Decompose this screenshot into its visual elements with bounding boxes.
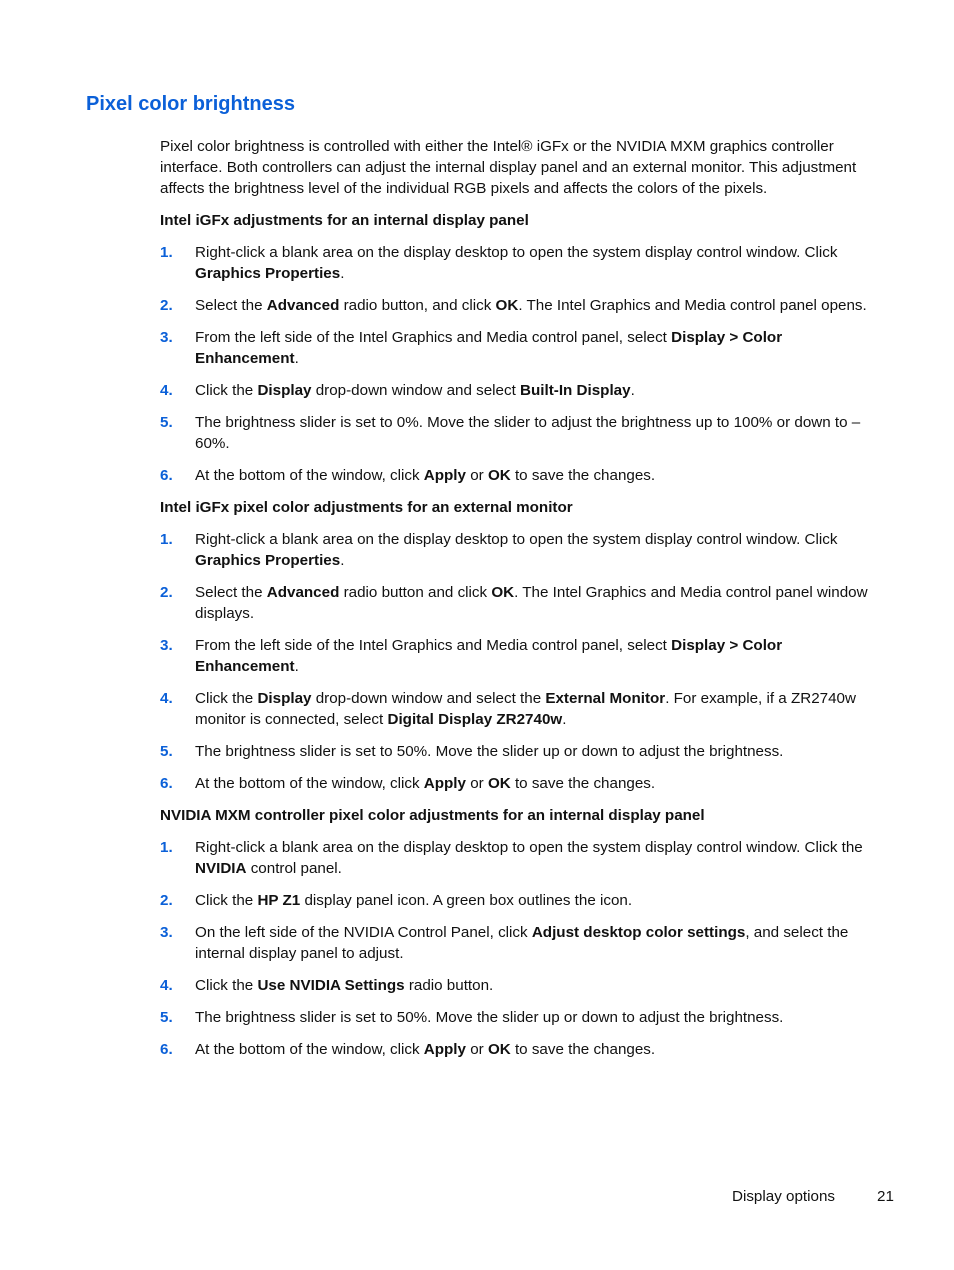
step-text: to save the changes. — [510, 775, 656, 792]
step-emphasis: Advanced — [266, 584, 340, 601]
step-emphasis: Display > Color Enhancement — [195, 637, 783, 675]
footer-section-name: Display options — [732, 1188, 835, 1205]
intro-paragraph: Pixel color brightness is controlled with either the Intel® iGFx or the NVIDIA MXM graphics controller interface. Both controllers can adjust the internal display panel and an external monitor. This adjustment affects the brightness level of the individual RGB pixels and affects the colors of the pixels. — [160, 138, 857, 197]
step-text: , and select the internal display panel to adjust. — [195, 924, 849, 962]
step-text: . — [340, 265, 345, 282]
step-emphasis: Apply — [423, 1041, 466, 1058]
step-emphasis: Adjust desktop color settings — [531, 924, 746, 941]
step-text: From the left side of the Intel Graphics and Media control panel, select — [195, 329, 672, 346]
step-text: or — [465, 775, 488, 792]
step-text: Select the — [195, 297, 267, 314]
step-text: At the bottom of the window, click — [195, 1041, 424, 1058]
step-text: radio button and click — [339, 584, 492, 601]
step-text: . — [294, 350, 299, 367]
step-text: radio button, and click — [339, 297, 496, 314]
sections-container — [160, 210, 884, 1060]
step-list — [160, 837, 884, 1060]
step-item — [160, 327, 884, 369]
step-number: 2. — [160, 297, 173, 314]
step-emphasis: Graphics Properties — [195, 265, 341, 282]
step-item — [160, 412, 884, 454]
section-heading: Intel iGFx pixel color adjustments for an external monitor — [160, 499, 573, 516]
step-number: 2. — [160, 892, 173, 909]
step-text: to save the changes. — [510, 1041, 656, 1058]
step-number: 5. — [160, 743, 173, 760]
document-body — [160, 136, 884, 1071]
step-text: . The Intel Graphics and Media control panel window displays. — [195, 584, 868, 622]
step-emphasis: OK — [495, 297, 519, 314]
step-emphasis: Display > Color Enhancement — [195, 329, 783, 367]
step-text: Select the — [195, 584, 267, 601]
step-text: . — [294, 658, 299, 675]
step-emphasis: Display — [257, 382, 312, 399]
step-number: 3. — [160, 329, 173, 346]
step-emphasis: OK — [491, 584, 515, 601]
step-text: . — [340, 552, 345, 569]
step-number: 3. — [160, 637, 173, 654]
step-emphasis: NVIDIA — [195, 860, 247, 877]
step-emphasis: Advanced — [266, 297, 340, 314]
step-text: control panel. — [246, 860, 342, 877]
step-list — [160, 529, 884, 794]
step-item — [160, 1007, 884, 1028]
step-emphasis: Built-In Display — [520, 382, 631, 399]
step-emphasis: OK — [487, 1041, 511, 1058]
step-number: 6. — [160, 775, 173, 792]
step-number: 4. — [160, 977, 173, 994]
step-item — [160, 1039, 884, 1060]
section-heading: Intel iGFx adjustments for an internal display panel — [160, 212, 529, 229]
step-item — [160, 773, 884, 794]
step-item — [160, 295, 884, 316]
step-item — [160, 582, 884, 624]
step-item — [160, 380, 884, 401]
step-list — [160, 242, 884, 486]
step-text: . The Intel Graphics and Media control panel opens. — [518, 297, 867, 314]
step-text: The brightness slider is set to 50%. Move the slider up or down to adjust the brightness. — [195, 743, 784, 760]
step-item — [160, 922, 884, 964]
step-text: to save the changes. — [510, 467, 656, 484]
step-text: Click the — [195, 977, 258, 994]
step-text: . For example, if a ZR2740w monitor is connected, select — [195, 690, 856, 728]
step-item — [160, 635, 884, 677]
step-text: From the left side of the Intel Graphics and Media control panel, select — [195, 637, 672, 654]
step-emphasis: Apply — [423, 467, 466, 484]
step-emphasis: HP Z1 — [257, 892, 301, 909]
step-emphasis: Apply — [423, 775, 466, 792]
step-text: radio button. — [404, 977, 494, 994]
step-emphasis: OK — [487, 467, 511, 484]
step-number: 4. — [160, 690, 173, 707]
step-item — [160, 975, 884, 996]
step-emphasis: Graphics Properties — [195, 552, 341, 569]
step-text: . — [562, 711, 567, 728]
step-item — [160, 688, 884, 730]
step-text: or — [465, 467, 488, 484]
step-item — [160, 465, 884, 486]
step-item — [160, 242, 884, 284]
step-number: 6. — [160, 467, 173, 484]
step-item — [160, 529, 884, 571]
step-text: The brightness slider is set to 50%. Move the slider up or down to adjust the brightness. — [195, 1009, 784, 1026]
step-text: Right-click a blank area on the display desktop to open the system display control window. Click the — [195, 839, 863, 856]
step-number: 1. — [160, 531, 173, 548]
step-number: 1. — [160, 244, 173, 261]
step-text: drop-down window and select the — [311, 690, 546, 707]
section-heading: NVIDIA MXM controller pixel color adjustments for an internal display panel — [160, 807, 705, 824]
step-text: Click the — [195, 690, 258, 707]
step-item — [160, 741, 884, 762]
page-number: 21 — [877, 1188, 894, 1205]
step-text: or — [465, 1041, 488, 1058]
step-number: 1. — [160, 839, 173, 856]
step-emphasis: Display — [257, 690, 312, 707]
step-text: The brightness slider is set to 0%. Move the slider to adjust the brightness up to 100% or down to –60%. — [195, 414, 861, 452]
step-text: display panel icon. A green box outlines the icon. — [300, 892, 633, 909]
step-number: 4. — [160, 382, 173, 399]
step-text: Click the — [195, 892, 258, 909]
step-emphasis: OK — [487, 775, 511, 792]
step-number: 5. — [160, 414, 173, 431]
step-text: drop-down window and select — [311, 382, 521, 399]
step-number: 3. — [160, 924, 173, 941]
step-text: Right-click a blank area on the display desktop to open the system display control window. Click — [195, 244, 838, 261]
page-title: Pixel color brightness — [86, 93, 295, 115]
step-number: 6. — [160, 1041, 173, 1058]
step-text: At the bottom of the window, click — [195, 467, 424, 484]
step-emphasis: Digital Display ZR2740w — [387, 711, 563, 728]
step-text: On the left side of the NVIDIA Control Panel, click — [195, 924, 532, 941]
step-text: Click the — [195, 382, 258, 399]
step-emphasis: Use NVIDIA Settings — [257, 977, 405, 994]
step-text: At the bottom of the window, click — [195, 775, 424, 792]
step-text: Right-click a blank area on the display desktop to open the system display control window. Click — [195, 531, 838, 548]
step-number: 2. — [160, 584, 173, 601]
step-item — [160, 890, 884, 911]
step-item — [160, 837, 884, 879]
step-number: 5. — [160, 1009, 173, 1026]
step-text: . — [630, 382, 635, 399]
step-emphasis: External Monitor — [545, 690, 666, 707]
